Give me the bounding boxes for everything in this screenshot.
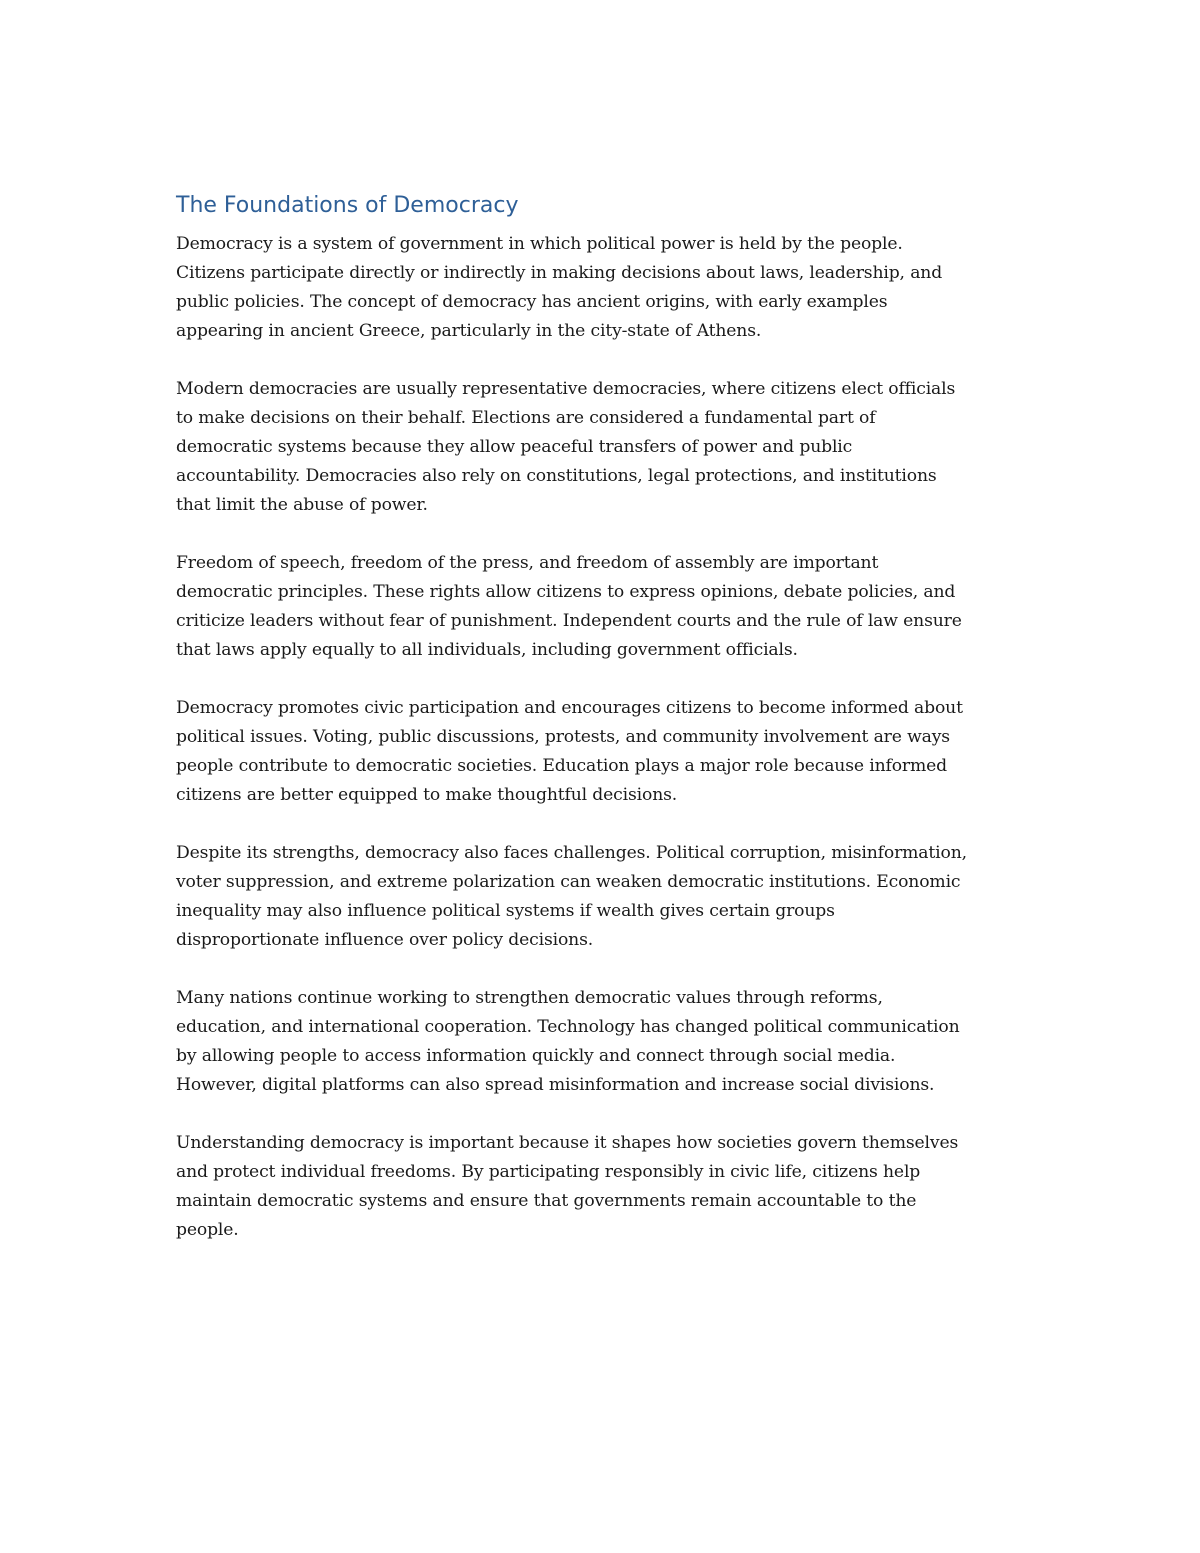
- paragraph-line: Democracy promotes civic participation and encourages citizens to become informed about: [176, 698, 963, 718]
- paragraph-line: and protect individual freedoms. By participating responsibly in civic life, citizens help: [176, 1162, 921, 1182]
- paragraph-line: democratic systems because they allow peaceful transfers of power and public: [176, 437, 853, 457]
- paragraph-line: Democracy is a system of government in which political power is held by the people.: [176, 234, 903, 254]
- paragraph-line: by allowing people to access information quickly and connect through social media.: [176, 1046, 896, 1066]
- paragraph-line: Despite its strengths, democracy also faces challenges. Political corruption, misinformation,: [176, 843, 967, 863]
- paragraph-5: [176, 839, 1036, 955]
- paragraph-line: appearing in ancient Greece, particularly in the city-state of Athens.: [176, 321, 762, 341]
- paragraph-line: education, and international cooperation. Technology has changed political communication: [176, 1017, 960, 1037]
- paragraph-line: However, digital platforms can also spread misinformation and increase social divisions.: [176, 1075, 935, 1095]
- paragraph-line: people contribute to democratic societies. Education plays a major role because informed: [176, 756, 947, 776]
- paragraph-line: people.: [176, 1220, 239, 1240]
- document-title: The Foundations of Democracy: [176, 193, 519, 218]
- paragraph-line: accountability. Democracies also rely on constitutions, legal protections, and institutions: [176, 466, 937, 486]
- paragraph-6: [176, 984, 1036, 1100]
- paragraph-7: [176, 1129, 1036, 1245]
- paragraph-line: voter suppression, and extreme polarization can weaken democratic institutions. Economic: [176, 872, 961, 892]
- paragraph-line: Modern democracies are usually representative democracies, where citizens elect officials: [176, 379, 956, 399]
- paragraph-3: [176, 549, 1036, 665]
- paragraph-line: Citizens participate directly or indirectly in making decisions about laws, leadership, and: [176, 263, 943, 283]
- paragraph-line: democratic principles. These rights allow citizens to express opinions, debate policies, and: [176, 582, 956, 602]
- paragraph-4: [176, 694, 1036, 810]
- paragraph-line: Many nations continue working to strengthen democratic values through reforms,: [176, 988, 883, 1008]
- paragraph-line: inequality may also influence political systems if wealth gives certain groups: [176, 901, 835, 921]
- paragraph-line: public policies. The concept of democracy has ancient origins, with early examples: [176, 292, 888, 312]
- paragraph-1: [176, 230, 1036, 346]
- paragraph-line: disproportionate influence over policy decisions.: [176, 930, 594, 950]
- paragraph-list: [176, 230, 1036, 1245]
- paragraph-line: citizens are better equipped to make thoughtful decisions.: [176, 785, 678, 805]
- paragraph-2: [176, 375, 1036, 520]
- paragraph-line: that limit the abuse of power.: [176, 495, 428, 515]
- document-body: [176, 188, 1036, 1274]
- paragraph-line: maintain democratic systems and ensure that governments remain accountable to the: [176, 1191, 917, 1211]
- paragraph-line: Understanding democracy is important because it shapes how societies govern themselves: [176, 1133, 959, 1153]
- paragraph-line: criticize leaders without fear of punishment. Independent courts and the rule of law ensure: [176, 611, 962, 631]
- paragraph-line: to make decisions on their behalf. Elections are considered a fundamental part of: [176, 408, 876, 428]
- paragraph-line: Freedom of speech, freedom of the press, and freedom of assembly are important: [176, 553, 879, 573]
- paragraph-line: political issues. Voting, public discussions, protests, and community involvement are ways: [176, 727, 950, 747]
- paragraph-line: that laws apply equally to all individuals, including government officials.: [176, 640, 798, 660]
